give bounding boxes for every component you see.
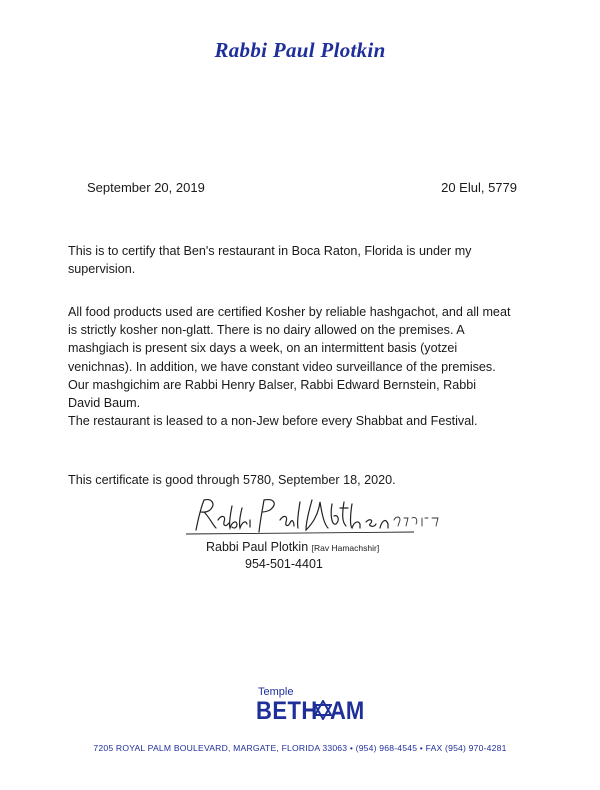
hebrew-date: 20 Elul, 5779	[441, 180, 517, 195]
text-line: This certificate is good through 5780, September 18, 2020.	[68, 473, 396, 487]
certification-paragraph	[68, 242, 538, 278]
text-line: The restaurant is leased to a non-Jew before every Shabbat and Festival.	[68, 414, 478, 429]
logo-am-text: AM	[330, 697, 365, 725]
text-line: David Baum.	[68, 396, 141, 411]
text-line: This is to certify that Ben's restaurant in Boca Raton, Florida is under my	[68, 244, 472, 258]
logo-temple-text: Temple	[258, 686, 294, 698]
text-line: is strictly kosher non-glatt. There is no dairy allowed on the premises. A	[68, 323, 465, 338]
text-line: venichnas). In addition, we have constant video surveillance of the premises.	[68, 359, 496, 374]
handwritten-signature	[182, 494, 442, 536]
text-line: Our mashgichim are Rabbi Henry Balser, Rabbi Edward Bernstein, Rabbi	[68, 377, 477, 392]
signatory-block	[206, 540, 379, 554]
temple-beth-am-logo	[252, 686, 365, 738]
signatory-name: Rabbi Paul Plotkin	[206, 540, 309, 554]
text-line: mashgiach is present six days a week, on an intermittent basis (yotzei	[68, 341, 458, 356]
gregorian-date: September 20, 2019	[87, 180, 205, 195]
logo-beth-text: BETH	[256, 697, 318, 725]
footer-address: 7205 ROYAL PALM BOULEVARD, MARGATE, FLORIDA 33063 • (954) 968-4545 • FAX (954) 970-4281	[93, 743, 507, 753]
phone-number: 954-501-4401	[245, 557, 323, 571]
letterhead-name: Rabbi Paul Plotkin	[214, 38, 386, 62]
signatory-title: [Rav Hamachshir]	[311, 543, 380, 553]
details-paragraph	[68, 303, 538, 430]
date-line	[87, 180, 517, 195]
text-line: All food products used are certified Kosher by reliable hashgachot, and all meat	[68, 305, 511, 319]
validity-paragraph	[68, 471, 538, 489]
text-line: supervision.	[68, 262, 136, 277]
